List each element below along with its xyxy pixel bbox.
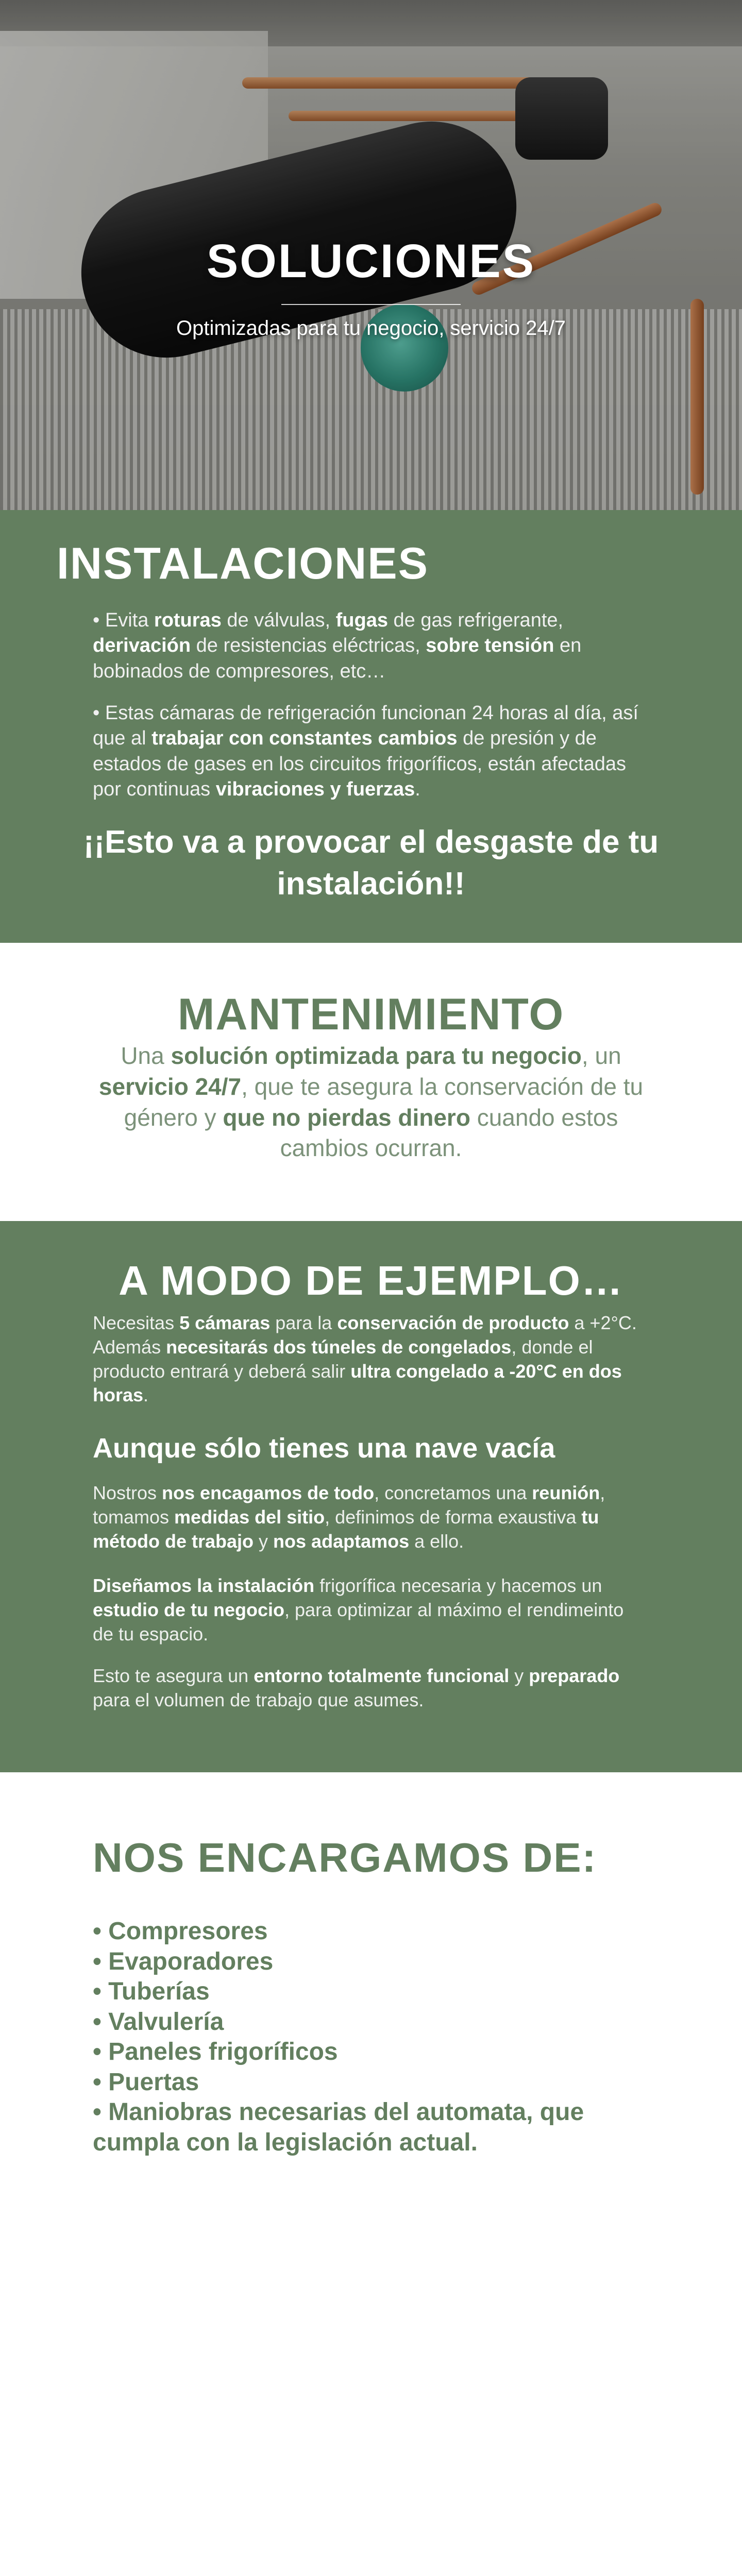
- text: en bobinados de compresores, etc…: [93, 635, 582, 682]
- text-bold: derivación: [93, 635, 191, 657]
- text: Nostros: [93, 1482, 162, 1503]
- text: , un: [581, 1042, 621, 1069]
- text: .: [143, 1384, 149, 1406]
- text: y: [509, 1665, 529, 1686]
- list-item: • Maniobras necesarias del automata, que cumpla con la legislación actual.: [93, 2098, 584, 2156]
- text: y: [254, 1530, 274, 1552]
- ejemplo-title: A MODO DE EJEMPLO…: [119, 1258, 623, 1303]
- text-bold: preparado: [529, 1665, 620, 1686]
- text: , que te asegura la conservación de tu género y: [124, 1073, 644, 1131]
- instalaciones-section: [0, 510, 742, 943]
- text: , definimos de forma exaustiva: [325, 1506, 582, 1528]
- list-item: • Tuberías: [93, 1978, 210, 2006]
- encargamos-list: [93, 1917, 660, 2158]
- ejemplo-paragraph-1: [93, 1311, 649, 1408]
- text: a ello.: [409, 1530, 464, 1552]
- hero-banner: [0, 0, 742, 510]
- list-item: • Compresores: [93, 1918, 268, 1945]
- text: Necesitas: [93, 1312, 180, 1333]
- text: , donde el producto entrará y deberá salir: [93, 1336, 593, 1382]
- encargamos-title: NOS ENCARGAMOS DE:: [93, 1835, 597, 1880]
- text: para la: [270, 1312, 338, 1333]
- mantenimiento-section: [0, 943, 742, 1221]
- text: • Evita: [93, 609, 154, 631]
- text-bold: tu método de trabajo: [93, 1506, 599, 1552]
- text-bold: que no pierdas dinero: [223, 1104, 470, 1131]
- ejemplo-section: [0, 1221, 742, 1772]
- list-item: • Evaporadores: [93, 1947, 274, 1975]
- text: frigorífica necesaria y hacemos un: [314, 1575, 602, 1596]
- text-bold: solución optimizada para tu negocio: [171, 1042, 582, 1069]
- instalaciones-warning: ¡¡Esto va a provocar el desgaste de tu instalación!!: [83, 824, 659, 902]
- text-bold: reunión: [532, 1482, 600, 1503]
- text: Esto te asegura un: [93, 1665, 254, 1686]
- text: .: [415, 778, 420, 801]
- text: de presión y de estados de gases en los circuitos frigoríficos, están afectadas por continuas: [93, 727, 626, 801]
- text-bold: servicio 24/7: [98, 1073, 242, 1100]
- ejemplo-paragraph-2: [93, 1481, 649, 1553]
- text: , para optimizar al máximo el rendimeinto de tu espacio.: [93, 1599, 624, 1645]
- instalaciones-title: INSTALACIONES: [57, 539, 429, 588]
- text: , tomamos: [93, 1482, 605, 1528]
- text-bold: Diseñamos la instalación: [93, 1575, 315, 1596]
- list-item: • Paneles frigoríficos: [93, 2038, 338, 2066]
- instalaciones-paragraph-1: [93, 608, 649, 684]
- text-bold: entorno totalmente funcional: [254, 1665, 510, 1686]
- mantenimiento-title: MANTENIMIENTO: [177, 990, 565, 1039]
- hero-subtitle: Optimizadas para tu negocio, servicio 24/7: [176, 317, 566, 340]
- ejemplo-paragraph-3: [93, 1574, 649, 1646]
- text: • Estas cámaras de refrigeración funcionan 24 horas al día, así que al: [93, 702, 638, 750]
- text-bold: 5 cámaras: [179, 1312, 271, 1333]
- text-bold: estudio de tu negocio: [93, 1599, 285, 1620]
- text: de válvulas,: [221, 609, 336, 631]
- mantenimiento-text: [77, 1041, 665, 1164]
- text-bold: necesitarás dos túneles de congelados: [166, 1336, 512, 1358]
- text-bold: vibraciones y fuerzas: [215, 778, 415, 801]
- text: de gas refrigerante,: [387, 609, 564, 631]
- text-bold: medidas del sitio: [174, 1506, 325, 1528]
- hero-title: SOLUCIONES: [206, 235, 536, 287]
- text-bold: sobre tensión: [426, 635, 554, 657]
- list-item: • Puertas: [93, 2068, 199, 2096]
- ejemplo-heading: Aunque sólo tienes una nave vacía: [93, 1433, 555, 1464]
- text-bold: nos encagamos de todo: [162, 1482, 375, 1503]
- text: Una: [121, 1042, 171, 1069]
- text: de resistencias eléctricas,: [191, 635, 426, 657]
- text-bold: fugas: [335, 609, 388, 631]
- ejemplo-paragraph-4: [93, 1664, 649, 1713]
- text-bold: nos adaptamos: [273, 1530, 410, 1552]
- text: cuando estos cambios ocurran.: [280, 1104, 618, 1162]
- hero-divider: [281, 304, 461, 305]
- list-item: • Valvulería: [93, 2008, 224, 2036]
- text-bold: roturas: [154, 609, 222, 631]
- text: a +2°C. Además: [93, 1312, 637, 1358]
- text-bold: ultra congelado a -20°C en dos horas: [93, 1360, 622, 1406]
- text: para el volumen de trabajo que asumes.: [93, 1689, 424, 1710]
- encargamos-section: [0, 1772, 742, 2576]
- text: , concretamos una: [374, 1482, 532, 1503]
- text-bold: conservación de producto: [337, 1312, 569, 1333]
- text-bold: trabajar con constantes cambios: [151, 727, 458, 750]
- instalaciones-paragraph-2: [93, 701, 649, 803]
